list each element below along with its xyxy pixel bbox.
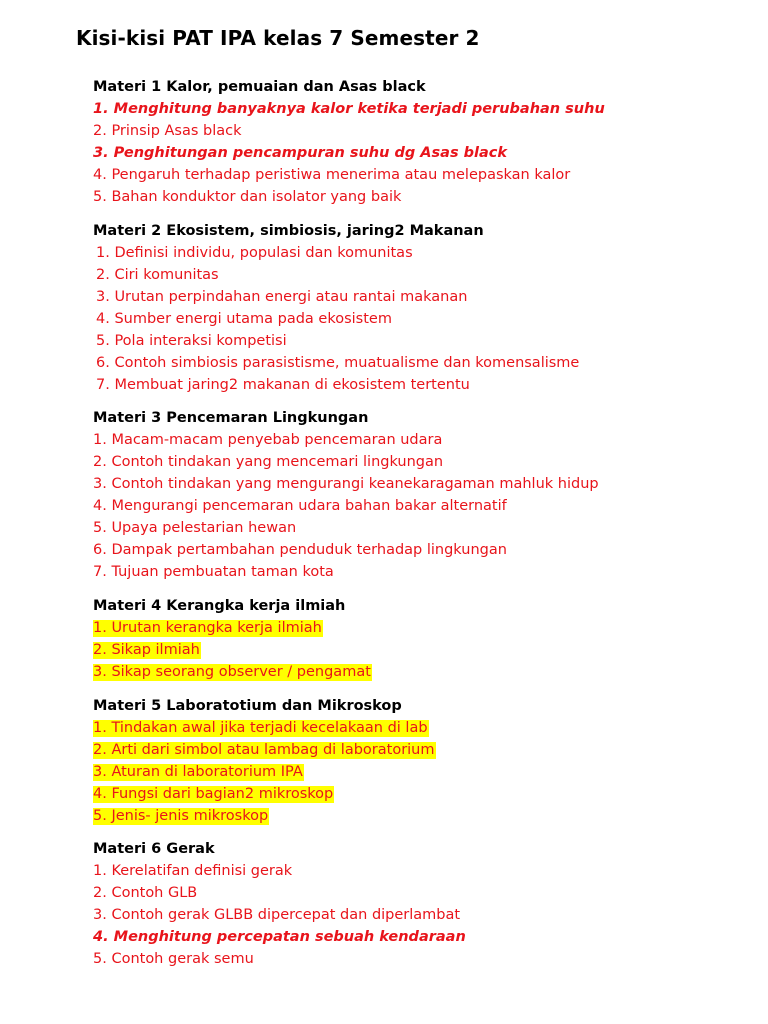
list-item: 2. Arti dari simbol atau lambag di laboratorium bbox=[93, 742, 435, 758]
list-item: 3. Aturan di laboratorium IPA bbox=[93, 764, 303, 780]
section-materi-4 bbox=[93, 595, 372, 683]
list-item: 2. Contoh GLB bbox=[93, 885, 198, 901]
list-item: 4. Fungsi dari bagian2 mikroskop bbox=[93, 786, 334, 802]
page-title: Kisi-kisi PAT IPA kelas 7 Semester 2 bbox=[76, 26, 480, 50]
list-item: 5. Bahan konduktor dan isolator yang baik bbox=[93, 189, 402, 205]
section-heading: Materi 1 Kalor, pemuaian dan Asas black bbox=[93, 79, 426, 95]
list-item: 1. Definisi individu, populasi dan komunitas bbox=[96, 245, 413, 261]
list-item: 4. Pengaruh terhadap peristiwa menerima atau melepaskan kalor bbox=[93, 167, 571, 183]
list-item: 1. Urutan kerangka kerja ilmiah bbox=[93, 620, 322, 636]
list-item: 4. Menghitung percepatan sebuah kendaraan bbox=[93, 929, 466, 945]
list-item: 1. Tindakan awal jika terjadi kecelakaan di lab bbox=[93, 720, 428, 736]
list-item: 1. Menghitung banyaknya kalor ketika terjadi perubahan suhu bbox=[93, 101, 605, 117]
item-list bbox=[93, 242, 580, 396]
list-item: 2. Sikap ilmiah bbox=[93, 642, 200, 658]
item-list bbox=[93, 98, 606, 208]
section-materi-1 bbox=[93, 76, 606, 208]
list-item: 7. Membuat jaring2 makanan di ekosistem tertentu bbox=[96, 377, 470, 393]
list-item: 5. Contoh gerak semu bbox=[93, 951, 254, 967]
list-item: 2. Prinsip Asas black bbox=[93, 123, 242, 139]
list-item: 3. Penghitungan pencampuran suhu dg Asas black bbox=[93, 145, 508, 161]
item-list bbox=[93, 617, 372, 683]
list-item: 5. Upaya pelestarian hewan bbox=[93, 520, 297, 536]
section-materi-6 bbox=[93, 838, 467, 970]
list-item: 1. Macam-macam penyebab pencemaran udara bbox=[93, 432, 443, 448]
section-materi-3 bbox=[93, 407, 600, 583]
list-item: 5. Pola interaksi kompetisi bbox=[96, 333, 287, 349]
section-heading: Materi 2 Ekosistem, simbiosis, jaring2 Makanan bbox=[93, 223, 484, 239]
section-heading: Materi 3 Pencemaran Lingkungan bbox=[93, 410, 369, 426]
list-item: 3. Contoh gerak GLBB dipercepat dan diperlambat bbox=[93, 907, 461, 923]
list-item: 3. Contoh tindakan yang mengurangi keanekaragaman mahluk hidup bbox=[93, 476, 599, 492]
list-item: 3. Urutan perpindahan energi atau rantai makanan bbox=[96, 289, 468, 305]
item-list bbox=[93, 717, 436, 827]
list-item: 5. Jenis- jenis mikroskop bbox=[93, 808, 269, 824]
list-item: 2. Contoh tindakan yang mencemari lingkungan bbox=[93, 454, 444, 470]
list-item: 2. Ciri komunitas bbox=[96, 267, 219, 283]
list-item: 6. Dampak pertambahan penduduk terhadap lingkungan bbox=[93, 542, 507, 558]
list-item: 1. Kerelatifan definisi gerak bbox=[93, 863, 293, 879]
list-item: 7. Tujuan pembuatan taman kota bbox=[93, 564, 334, 580]
list-item: 3. Sikap seorang observer / pengamat bbox=[93, 664, 371, 680]
list-item: 4. Sumber energi utama pada ekosistem bbox=[96, 311, 392, 327]
section-heading: Materi 4 Kerangka kerja ilmiah bbox=[93, 598, 346, 614]
section-heading: Materi 5 Laboratotium dan Mikroskop bbox=[93, 698, 402, 714]
item-list bbox=[93, 860, 467, 970]
list-item: 6. Contoh simbiosis parasistisme, muatualisme dan komensalisme bbox=[96, 355, 580, 371]
section-materi-5 bbox=[93, 695, 436, 827]
item-list bbox=[93, 429, 600, 583]
list-item: 4. Mengurangi pencemaran udara bahan bakar alternatif bbox=[93, 498, 507, 514]
section-materi-2 bbox=[93, 220, 580, 396]
section-heading: Materi 6 Gerak bbox=[93, 841, 215, 857]
